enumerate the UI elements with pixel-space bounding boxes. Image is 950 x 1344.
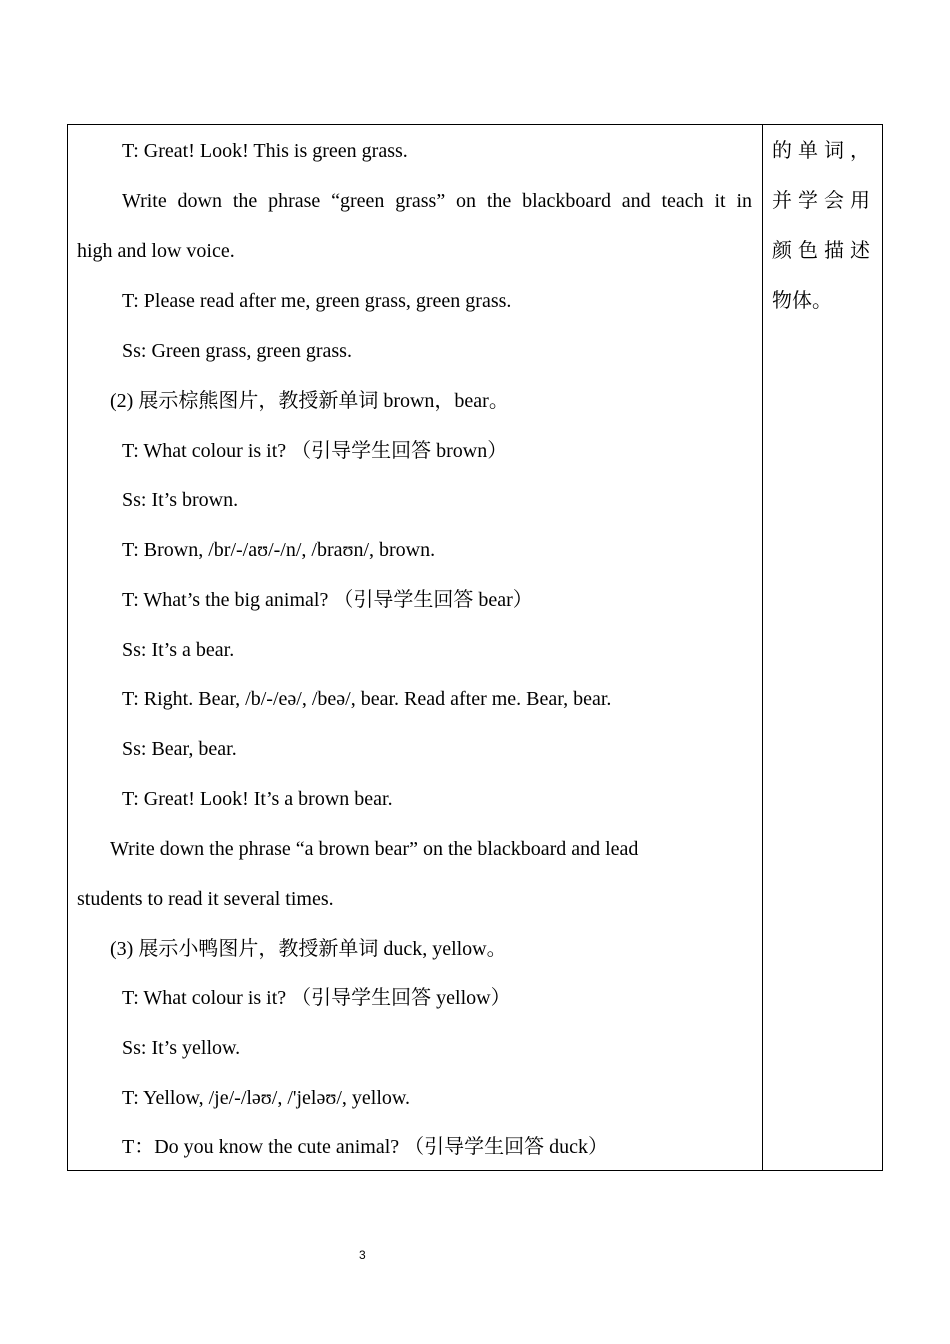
purpose-line: 的单词， (772, 140, 876, 162)
dialogue-line: T: Please read after me, green grass, green grass. (122, 290, 512, 312)
dialogue-line: T: Great! Look! It’s a brown bear. (122, 788, 393, 810)
step-heading: (3) 展示小鸭图片，教授新单词 duck, yellow。 (110, 938, 507, 960)
dialogue-line: T: Right. Bear, /b/-/eə/, /beə/, bear. Read after me. Bear, bear. (122, 688, 612, 710)
page-number: 3 (359, 1248, 366, 1262)
purpose-line: 并学会用 (772, 190, 876, 212)
instruction-line: students to read it several times. (77, 888, 334, 910)
dialogue-line: T: What’s the big animal? （引导学生回答 bear） (122, 589, 533, 611)
dialogue-line: Ss: Green grass, green grass. (122, 340, 352, 362)
dialogue-line: T: Brown, /br/-/aʊ/-/n/, /braʊn/, brown. (122, 539, 436, 561)
dialogue-line: Ss: It’s yellow. (122, 1037, 241, 1059)
dialogue-line: T: Yellow, /je/-/ləʊ/, /'jeləʊ/, yellow. (122, 1087, 411, 1109)
step-heading: (2) 展示棕熊图片，教授新单词 brown，bear。 (110, 390, 509, 412)
dialogue-line: T: What colour is it? （引导学生回答 brown） (122, 440, 508, 462)
dialogue-line: Ss: Bear, bear. (122, 738, 237, 760)
purpose-line: 物体。 (772, 290, 832, 312)
dialogue-line: T: What colour is it? （引导学生回答 yellow） (122, 987, 511, 1009)
instruction-line: Write down the phrase “a brown bear” on the blackboard and lead (110, 838, 639, 860)
purpose-line: 颜色描述 (772, 240, 876, 262)
instruction-line: high and low voice. (77, 240, 235, 262)
instruction-line: Write down the phrase “green grass” on the blackboard and teach it in (122, 190, 752, 212)
dialogue-line: T: Great! Look! This is green grass. (122, 140, 408, 162)
dialogue-line: Ss: It’s a bear. (122, 639, 235, 661)
dialogue-line: T：Do you know the cute animal? （引导学生回答 duck） (122, 1136, 609, 1158)
lesson-plan-table (67, 124, 883, 1171)
dialogue-line: Ss: It’s brown. (122, 489, 239, 511)
